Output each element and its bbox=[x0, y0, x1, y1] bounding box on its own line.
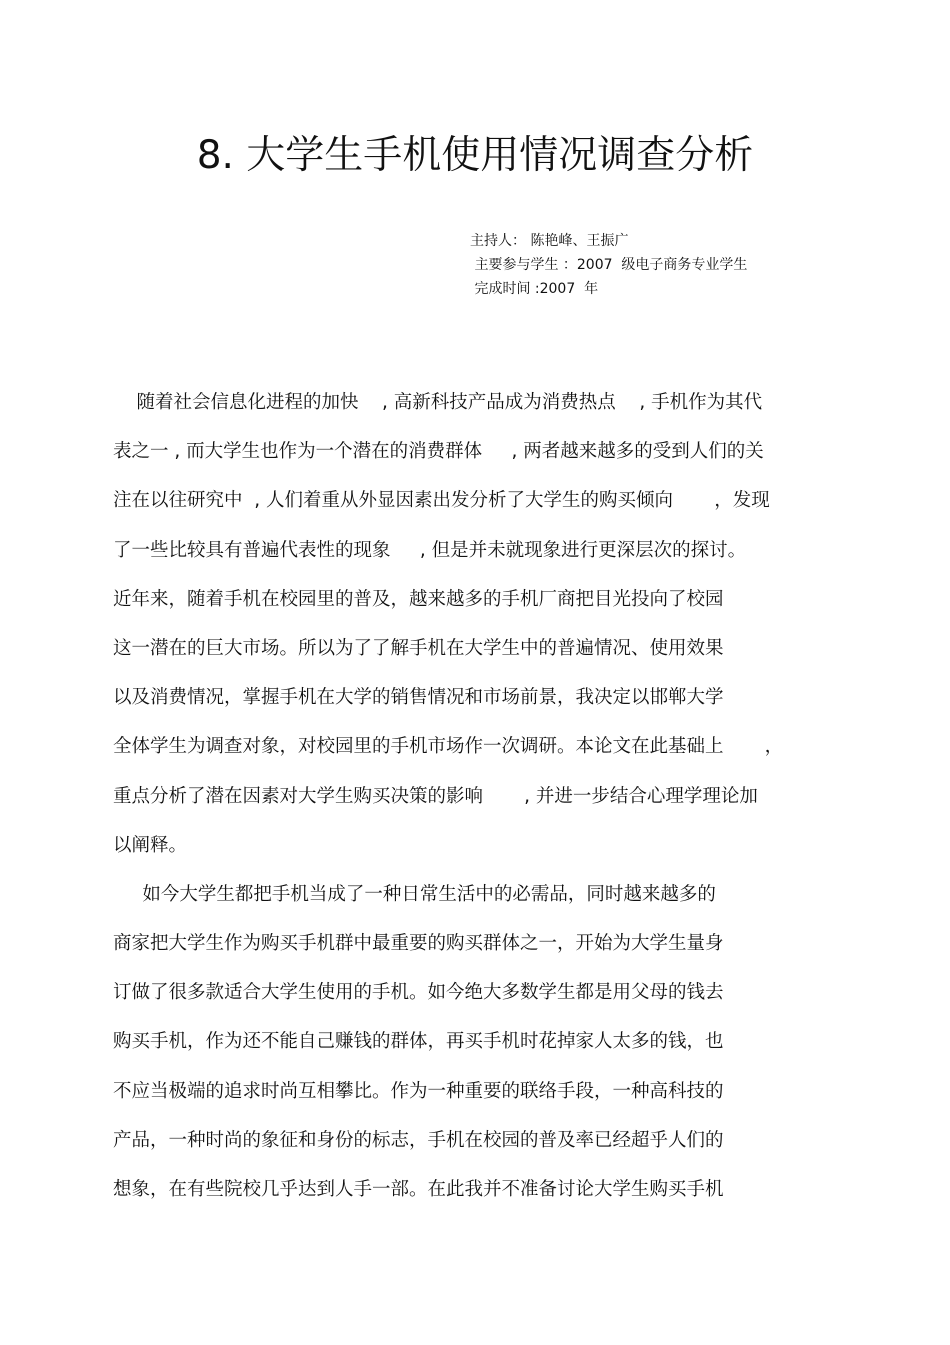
text-line: 注在以往研究中 , 人们着重从外显因素出发分析了大学生的购买倾向 ，发现 bbox=[113, 490, 770, 512]
text-line: 以及消费情况，掌握手机在大学的销售情况和市场前景，我决定以邯郸大学 bbox=[113, 687, 724, 709]
text-line: 不应当极端的追求时尚互相攀比。作为一种重要的联络手段，一种高科技的 bbox=[113, 1080, 724, 1102]
text-line: 这一潜在的巨大市场。所以为了了解手机在大学生中的普遍情况、使用效果 bbox=[113, 637, 724, 659]
text-line: 购买手机，作为还不能自己赚钱的群体，再买手机时花掉家人太多的钱，也 bbox=[113, 1031, 724, 1053]
host-line: 主持人： 陈艳峰、王振广 bbox=[470, 233, 629, 249]
body-text bbox=[113, 387, 873, 1223]
text-line: 随着社会信息化进程的加快 , 高新科技产品成为消费热点 , 手机作为其代 bbox=[113, 392, 763, 413]
completion-date-line: 完成时间 :2007 年 bbox=[470, 281, 599, 297]
text-line: 重点分析了潜在因素对大学生购买决策的影响 , 并进一步结合心理学理论加 bbox=[113, 785, 758, 807]
text-line: 商家把大学生作为购买手机群中最重要的购买群体之一，开始为大学生量身 bbox=[113, 933, 724, 955]
text-line: 以阐释。 bbox=[113, 834, 188, 856]
text-line: 了一些比较具有普遍代表性的现象 , 但是并未就现象进行更深层次的探讨。 bbox=[113, 539, 747, 561]
page-title: 8. 大学生手机使用情况调查分析 bbox=[196, 133, 754, 178]
text-line: 产品，一种时尚的象征和身份的标志，手机在校园的普及率已经超乎人们的 bbox=[113, 1129, 724, 1151]
text-line: 如今大学生都把手机当成了一种日常生活中的必需品，同时越来越多的 bbox=[113, 883, 716, 905]
participants-line: 主要参与学生 ：2007 级电子商务专业学生 bbox=[470, 257, 748, 273]
author-info bbox=[470, 229, 747, 301]
text-line: 全体学生为调查对象，对校园里的手机市场作一次调研。本论文在此基础上 ， bbox=[113, 736, 784, 758]
text-line: 近年来，随着手机在校园里的普及，越来越多的手机厂商把目光投向了校园 bbox=[113, 588, 724, 610]
text-line: 想象，在有些院校几乎达到人手一部。在此我并不准备讨论大学生购买手机 bbox=[113, 1179, 724, 1200]
text-line: 表之一 , 而大学生也作为一个潜在的消费群体 , 两者越来越多的受到人们的关 bbox=[113, 441, 764, 463]
text-line: 订做了很多款适合大学生使用的手机。如今绝大多数学生都是用父母的钱去 bbox=[113, 982, 724, 1004]
